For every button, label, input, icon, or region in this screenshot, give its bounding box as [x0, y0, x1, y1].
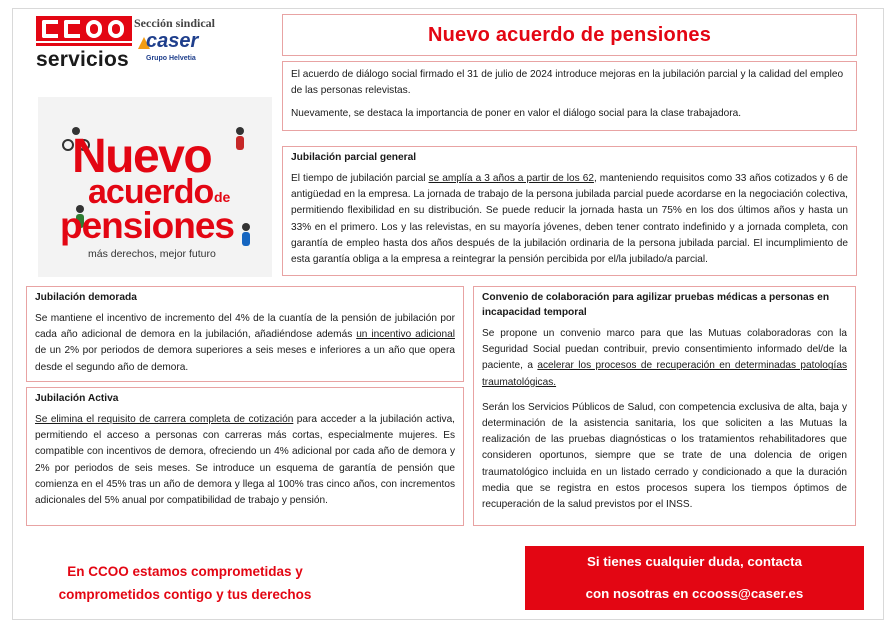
poster-image: [38, 97, 272, 277]
page-title: Nuevo acuerdo de pensiones: [427, 24, 712, 46]
section-body: [35, 311, 455, 376]
logo-servicios: servicios: [36, 48, 129, 71]
logo-group: Grupo Helvetia: [146, 55, 196, 62]
body-text: El tiempo de jubilación parcial: [291, 173, 429, 184]
body-text: para acceder a la jubilación activa, permitiendo el acceso a personas con carreras más cortas, especialmente mujeres. Es compatible con incentivos de demora, ofreciendo un 4% adicional por cada año de demora y 2% por periodos de seis meses. Se introduce un esquema de garantía de pensión que comienza en el 45% tras un año de demora y llega al 100% tras cinco años, con incrementos adicionales del 5% anual por compatibilidad de trabajo y pensión.: [35, 414, 455, 507]
commitment-message: [26, 560, 344, 606]
poster-line-2: acuerdo: [88, 173, 214, 211]
section-heading: Jubilación parcial general: [291, 152, 417, 163]
poster-line-1: Nuevo: [72, 130, 212, 183]
ccoo-logo: [36, 16, 132, 46]
section-body-2: Serán los Servicios Públicos de Salud, con competencia exclusiva de alta, baja y determinación de la asistencia sanitaria, los que soliciten a las Mutuas la realización de las pruebas diagnósticas o los tratamientos rehabilitadores que consideren oportunos, siempre que se trate de una dolencia de origen traumatológico incluida en un listado cerrado y condicionado a que la duración media que se registra en estos procesos supera los tiempos óptimos de recuperación de la salud previstos por el INSS.: [482, 401, 847, 511]
intro-paragraph-1: El acuerdo de diálogo social firmado el 31 de julio de 2024 introduce mejoras en la jubilación parcial y la calidad del empleo de las personas relevistas.: [291, 69, 844, 97]
intro-paragraph-2: Nuevamente, se destaca la importancia de poner en valor el diálogo social para la clase trabajadora.: [291, 108, 741, 120]
section-body-1: [482, 326, 847, 391]
title-box: [282, 14, 857, 56]
commitment-line-1: En CCOO estamos comprometidas y: [67, 564, 303, 579]
section-heading: Jubilación Activa: [35, 393, 119, 404]
underlined-highlight: se amplía a 3 años a partir de los 62: [428, 173, 594, 184]
contact-email-line: con nosotras en ccooss@caser.es: [585, 586, 804, 601]
section-jubilacion-parcial: [282, 146, 857, 276]
underlined-highlight: un incentivo adicional: [356, 329, 455, 341]
intro-box: [282, 61, 857, 131]
poster-tagline: más derechos, mejor futuro: [88, 248, 216, 260]
contact-banner: [525, 546, 864, 610]
section-heading: Jubilación demorada: [35, 292, 137, 303]
commitment-line-2: comprometidos contigo y tus derechos: [58, 587, 312, 602]
section-heading: Convenio de colaboración para agilizar pruebas médicas a personas en incapacidad temporal: [482, 292, 830, 318]
body-text: , manteniendo requisitos como 33 años cotizados y 6 de antigüedad en la empresa. La jornada de trabajo de la persona jubilada parcial puede acordarse en la negociación colectiva, permitiendo flexibilidad en su distribución. Se puede reducir la jornada hasta un 75% en los dos últimos años y hasta un 33% en el primero. Los y las relevistas, en su mayoría jóvenes, deben tener contrato indefinido y a jornada completa, con garantía de empleo hasta dos años después de la jubilación ordinaria de la persona jubilada parcial. El incumplimiento de esta garantía obliga a la empresa a reintegrar la pensión percibida por el/la jubilado/a parcial.: [291, 173, 849, 266]
poster-line-2-suffix: de: [214, 189, 231, 205]
logo-caser: caser: [146, 30, 199, 52]
logo-section: Sección sindical: [134, 16, 216, 30]
underlined-highlight: Se elimina el requisito de carrera completa de cotización: [35, 414, 294, 425]
body-text: Se propone un convenio marco para que las Mutuas colaboradoras con la Seguridad Social puedan contribuir, previo consentimiento informado del/de la paciente, a: [482, 328, 847, 372]
poster-line-3: pensiones: [60, 205, 234, 246]
dancer-figure-icon: [234, 223, 258, 257]
section-jubilacion-activa: [26, 387, 464, 526]
body-text: de un 2% por periodos de demora superiores a seis meses e inferiores a un año que opera desde el segundo año de demora.: [35, 345, 455, 373]
section-body: [35, 412, 455, 509]
section-jubilacion-demorada: [26, 286, 464, 382]
section-body: [291, 171, 848, 268]
contact-line-1: Si tienes cualquier duda, contacta: [586, 554, 803, 569]
runner-figure-icon: [228, 127, 252, 157]
body-text: Se mantiene el incentivo de incremento del 4% de la cuantía de la pensión de jubilación por cada año adicional de demora en la jubilación, añadiéndose además: [35, 313, 455, 341]
header-logo: [30, 16, 280, 74]
section-convenio: [473, 286, 856, 526]
underlined-highlight: acelerar los procesos de recuperación en determinadas patologías traumatológicas.: [482, 360, 847, 388]
